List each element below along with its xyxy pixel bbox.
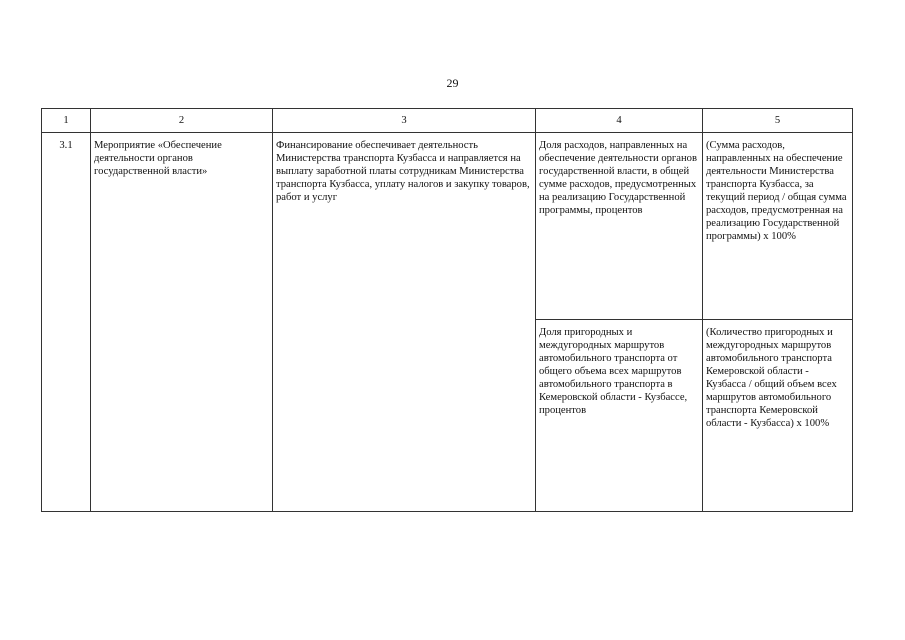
row-number: 3.1 <box>59 140 73 151</box>
column-header-4: 4 <box>536 109 703 133</box>
indicator-name-cell <box>536 320 703 512</box>
indicator-formula: (Количество пригородных и междугородных маршрутов автомобильного транспорта Кемеровской области - Кузбасса / общий объем всех маршрутов автомобильного транспорта Кемеровской области - Кузбасса) x 100% <box>706 327 837 429</box>
column-header-1: 1 <box>42 109 91 133</box>
row-number-cell <box>42 133 91 512</box>
indicator-formula: (Сумма расходов, направленных на обеспечение деятельности Министерства транспорта Кузбасса, за текущий период / общая сумма расходов, предусмотренная на реализацию Государственной программы) x 100% <box>706 140 847 242</box>
indicator-name: Доля пригородных и междугородных маршрутов автомобильного транспорта от общего объема всех маршрутов автомобильного транспорта в Кемеровской области - Кузбассе, процентов <box>539 327 688 416</box>
indicators-table <box>41 108 853 512</box>
page-number: 29 <box>446 76 459 90</box>
measure-cell <box>91 133 273 512</box>
indicator-formula-cell <box>703 320 853 512</box>
description-cell <box>273 133 536 512</box>
indicator-formula-cell <box>703 133 853 320</box>
column-header-2: 2 <box>91 109 273 133</box>
measure-text: Мероприятие «Обеспечение деятельности органов государственной власти» <box>94 140 222 177</box>
table-row <box>42 133 853 320</box>
table-header-row <box>42 109 853 133</box>
column-header-3: 3 <box>273 109 536 133</box>
column-header-5: 5 <box>703 109 853 133</box>
indicator-name: Доля расходов, направленных на обеспечение деятельности органов государственной власти, в общей сумме расходов, предусмотренных на реализацию Государственной программы, процентов <box>539 140 697 216</box>
description-text: Финансирование обеспечивает деятельность Министерства транспорта Кузбасса и направляется на выплату заработной платы сотрудникам Министерства транспорта Кузбасса, уплату налогов и закупку товаров, работ и услуг <box>276 140 530 203</box>
indicator-name-cell <box>536 133 703 320</box>
